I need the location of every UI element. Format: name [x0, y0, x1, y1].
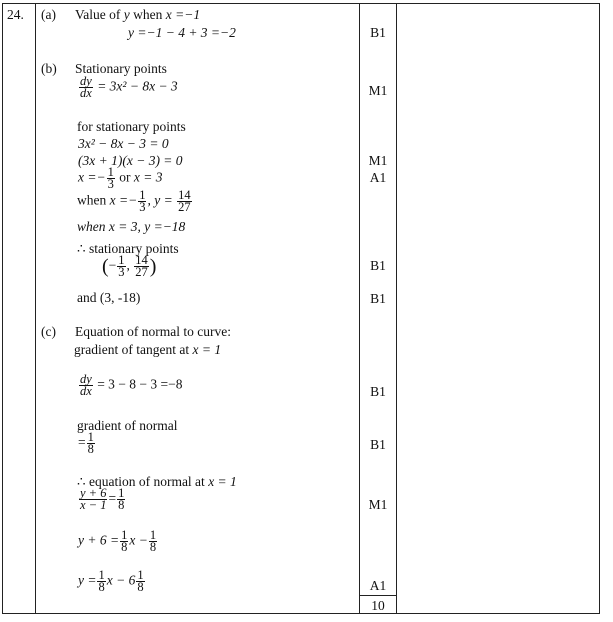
marks-column-right-border	[396, 3, 397, 614]
part-c-derivative: $\frac{dy}{dx}$ = 3 − 8 − 3 =−8	[80, 372, 183, 398]
part-a-mark: B1	[370, 25, 386, 40]
part-b-heading: Stationary points	[75, 61, 167, 76]
part-c-normal-mark: B1	[370, 437, 386, 452]
part-b-roots-mark: A1	[369, 170, 387, 185]
part-b-equation-2: (3x + 1)(x − 3) = 0	[78, 153, 183, 168]
part-b-roots: x =− $\frac{1}{3}$ or x = 3	[78, 165, 163, 191]
part-c-label: (c)	[41, 324, 56, 339]
total-separator	[360, 595, 396, 596]
table-bottom-border	[2, 613, 600, 614]
part-c-line-1: y + 6 = $\frac{1}{8}$ x − $\frac{1}{8}$	[78, 528, 157, 554]
part-c-line-2: y = $\frac{1}{8}$ x − 6 $\frac{1}{8}$	[78, 568, 144, 594]
part-b-equation-1: 3x² − 8x − 3 = 0	[78, 136, 169, 151]
part-c-final-mark: A1	[369, 578, 387, 593]
for-stationary-points: for stationary points	[77, 119, 186, 134]
part-b-when-2: when x = 3, y =−18	[77, 219, 186, 234]
stationary-point-1: (− $\frac{1}{3}$ , $\frac{14}{27}$ )	[102, 253, 157, 279]
part-c-heading: Equation of normal to curve:	[75, 324, 231, 339]
equation-of-normal-line: ∴ equation of normal at x = 1	[77, 474, 237, 489]
stationary-point-2-mark: B1	[370, 291, 386, 306]
part-b-when-1: when x =− $\frac{1}{3}$ , y = $\frac{14}{27}$	[77, 188, 191, 214]
part-c-ratio: $\frac{y + 6}{x - 1}$ = $\frac{1}{8}$	[80, 486, 125, 512]
stationary-point-2: and (3, -18)	[77, 290, 141, 305]
part-b-derivative-mark: M1	[368, 83, 388, 98]
stationary-point-1-mark: B1	[370, 258, 386, 273]
part-b-therefore: ∴ stationary points	[77, 241, 179, 256]
gradient-tangent-line: gradient of tangent at x = 1	[74, 342, 222, 357]
total-marks: 10	[371, 598, 385, 613]
number-column-border	[35, 3, 36, 614]
part-a-label: (a)	[41, 7, 56, 22]
table-left-border	[2, 3, 3, 614]
gradient-normal-label: gradient of normal	[77, 418, 178, 433]
part-a-line1: Value of y when x =−1	[75, 7, 201, 22]
table-right-border	[599, 3, 600, 614]
part-b-label: (b)	[41, 61, 57, 76]
part-c-tangent-mark: B1	[370, 384, 386, 399]
table-top-border	[2, 3, 600, 4]
part-b-factor-mark: M1	[368, 153, 388, 168]
gradient-normal-value: = $\frac{1}{8}$	[78, 430, 94, 456]
question-number: 24.	[7, 7, 24, 22]
part-b-derivative: $\frac{dy}{dx}$ = 3x² − 8x − 3	[80, 74, 178, 100]
part-c-ratio-mark: M1	[368, 497, 388, 512]
part-a-line2: y =−1 − 4 + 3 =−2	[128, 25, 236, 40]
